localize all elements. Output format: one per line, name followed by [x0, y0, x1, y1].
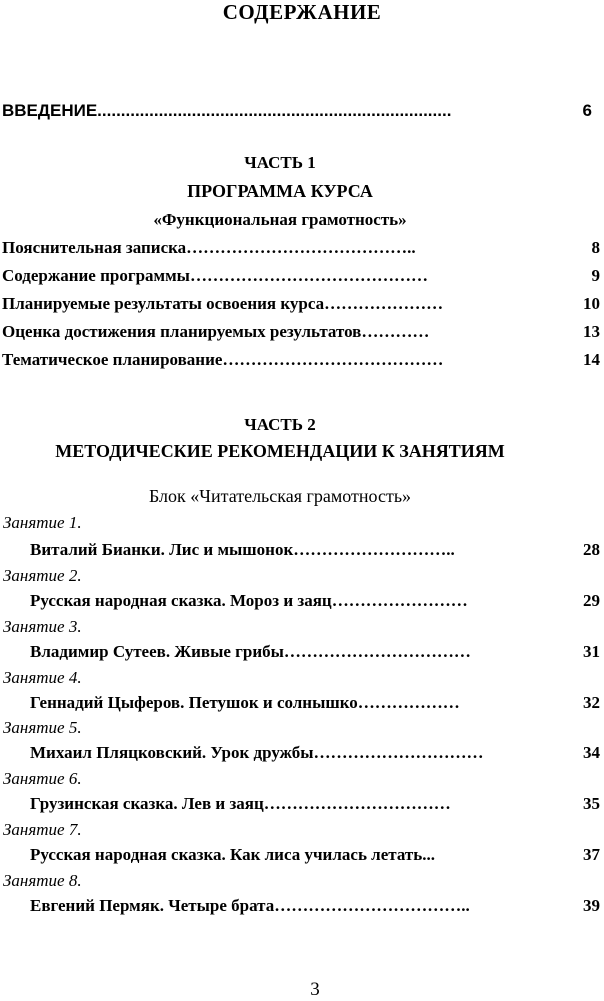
toc-entry-lesson[interactable]	[30, 794, 600, 818]
toc-entry-page: 35	[583, 794, 600, 813]
part-2-label: ЧАСТЬ 2	[244, 415, 316, 434]
page-title: СОДЕРЖАНИЕ	[222, 0, 382, 24]
lesson-number: Занятие 2.	[3, 566, 82, 585]
toc-entry[interactable]	[2, 350, 600, 374]
toc-entry-page: 13	[583, 322, 600, 341]
toc-entry-label: Пояснительная записка…………………………………..	[2, 238, 416, 257]
toc-entry-label: Тематическое планирование…………………………………	[2, 350, 444, 369]
toc-entry-page: 29	[583, 591, 600, 610]
toc-entry-introduction[interactable]	[2, 101, 592, 125]
toc-entry-label: Евгений Пермяк. Четыре брата……………………………..	[30, 896, 470, 915]
toc-entry-page: 6	[582, 101, 592, 120]
toc-entry-label: Михаил Пляцковский. Урок дружбы…………………………	[30, 743, 484, 762]
toc-entry-lesson[interactable]	[30, 743, 600, 767]
toc-entry-label: ВВЕДЕНИЕ...........................................................................	[2, 101, 452, 120]
toc-entry[interactable]	[2, 322, 600, 346]
toc-entry-label: Русская народная сказка. Как лиса училась летать...	[30, 845, 435, 864]
toc-entry[interactable]	[2, 294, 600, 318]
toc-entry-page: 10	[583, 294, 600, 313]
toc-entry-label: Оценка достижения планируемых результатов…………	[2, 322, 430, 341]
toc-entry-page: 28	[583, 540, 600, 559]
toc-entry-page: 32	[583, 693, 600, 712]
toc-entry-lesson[interactable]	[30, 693, 600, 717]
lesson-number: Занятие 3.	[3, 617, 82, 636]
toc-entry-lesson[interactable]	[30, 642, 600, 666]
toc-entry-label: Виталий Бианки. Лис и мышонок………………………..	[30, 540, 455, 559]
block-title: Блок «Читательская грамотность»	[148, 486, 412, 506]
toc-entry-page: 31	[583, 642, 600, 661]
page-number: 3	[310, 979, 320, 1000]
toc-entry-label: Геннадий Цыферов. Петушок и солнышко………………	[30, 693, 460, 712]
toc-entry-lesson[interactable]	[30, 845, 600, 869]
toc-entry[interactable]	[2, 238, 600, 262]
toc-entry-page: 9	[591, 266, 600, 285]
part-2-title: МЕТОДИЧЕСКИЕ РЕКОМЕНДАЦИИ К ЗАНЯТИЯМ	[55, 441, 505, 461]
toc-entry-label: Планируемые результаты освоения курса…………………	[2, 294, 444, 313]
toc-entry-page: 37	[583, 845, 600, 864]
lesson-number: Занятие 4.	[3, 668, 82, 687]
lesson-number: Занятие 7.	[3, 820, 82, 839]
lesson-number: Занятие 5.	[3, 718, 82, 737]
part-1-label: ЧАСТЬ 1	[244, 153, 316, 172]
toc-entry-label: Владимир Сутеев. Живые грибы……………………………	[30, 642, 471, 661]
toc-entry-page: 14	[583, 350, 600, 369]
toc-entry-lesson[interactable]	[30, 540, 600, 564]
toc-entry-lesson[interactable]	[30, 896, 600, 920]
toc-entry-lesson[interactable]	[30, 591, 600, 615]
toc-entry[interactable]	[2, 266, 600, 290]
toc-entry-page: 8	[591, 238, 600, 257]
toc-entry-label: Русская народная сказка. Мороз и заяц……………………	[30, 591, 468, 610]
toc-entry-page: 39	[583, 896, 600, 915]
lesson-number: Занятие 1.	[3, 513, 82, 532]
lesson-number: Занятие 8.	[3, 871, 82, 890]
part-1-title: ПРОГРАММА КУРСА	[187, 181, 373, 201]
toc-entry-page: 34	[583, 743, 600, 762]
course-name: «Функциональная грамотность»	[153, 210, 407, 229]
toc-entry-label: Содержание программы……………………………………	[2, 266, 428, 285]
lesson-number: Занятие 6.	[3, 769, 82, 788]
toc-entry-label: Грузинская сказка. Лев и заяц……………………………	[30, 794, 451, 813]
